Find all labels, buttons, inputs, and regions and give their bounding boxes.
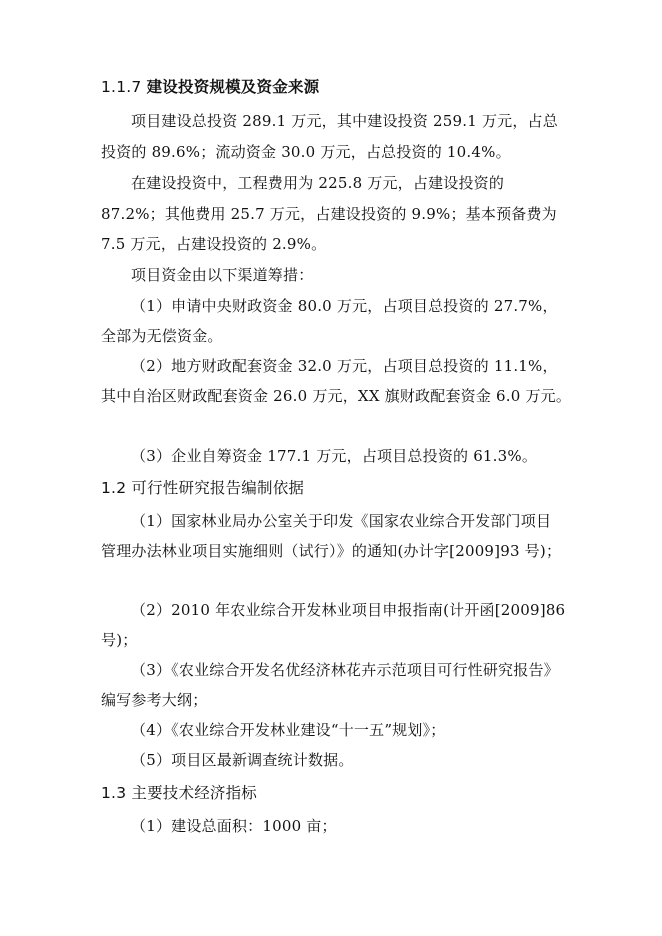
section-title: 建设投资规模及资金来源 (146, 78, 320, 96)
section-title: 主要技术经济指标 (131, 784, 258, 802)
basis-item-2-cont: 号)； (101, 631, 138, 649)
section-number: 1.3 (101, 784, 127, 802)
indicator-item-1: （1）建设总面积：1000 亩； (131, 817, 337, 835)
section-number: 1.1.7 (101, 78, 142, 96)
basis-item-3: （3）《农业综合开发名优经济林花卉示范项目可行性研究报告》 (131, 661, 559, 679)
section-heading-1-1-7 (101, 77, 319, 97)
funding-item-1-cont: 全部为无偿资金。 (101, 327, 223, 345)
paragraph-line: 87.2%；其他费用 25.7 万元，占建设投资的 9.9%；基本预备费为 (101, 205, 557, 223)
basis-item-3-cont: 编写参考大纲； (101, 691, 208, 709)
funding-item-2: （2）地方财政配套资金 32.0 万元，占项目总投资的 11.1%， (131, 357, 558, 375)
paragraph-line: 项目资金由以下渠道筹措： (131, 266, 314, 284)
funding-item-3: （3）企业自筹资金 177.1 万元，占项目总投资的 61.3%。 (131, 447, 538, 465)
paragraph-line: 项目建设总投资 289.1 万元，其中建设投资 259.1 万元，占总 (131, 112, 558, 130)
section-heading-1-2 (101, 478, 304, 498)
paragraph-line: 在建设投资中，工程费用为 225.8 万元，占建设投资的 (131, 174, 505, 192)
basis-item-1: （1）国家林业局办公室关于印发《国家农业综合开发部门项目 (131, 512, 552, 530)
basis-item-4: （4）《农业综合开发林业建设“十一五”规划》； (131, 721, 446, 739)
paragraph-line: 7.5 万元，占建设投资的 2.9%。 (101, 235, 327, 253)
basis-item-1-cont: 管理办法林业项目实施细则（试行）》的通知(办计字[2009]93 号)； (101, 542, 562, 560)
section-title: 可行性研究报告编制依据 (131, 479, 305, 497)
basis-item-2: （2）2010 年农业综合开发林业项目申报指南(计开函[2009]86 (131, 601, 566, 619)
paragraph-line: 投资的 89.6%；流动资金 30.0 万元，占总投资的 10.4%。 (101, 143, 511, 161)
section-heading-1-3 (101, 783, 257, 803)
funding-item-1: （1）申请中央财政资金 80.0 万元，占项目总投资的 27.7%， (131, 297, 558, 315)
basis-item-5: （5）项目区最新调查统计数据。 (131, 751, 354, 769)
funding-item-2-cont: 其中自治区财政配套资金 26.0 万元，XX 旗财政配套资金 6.0 万元。 (101, 387, 572, 405)
section-number: 1.2 (101, 479, 127, 497)
